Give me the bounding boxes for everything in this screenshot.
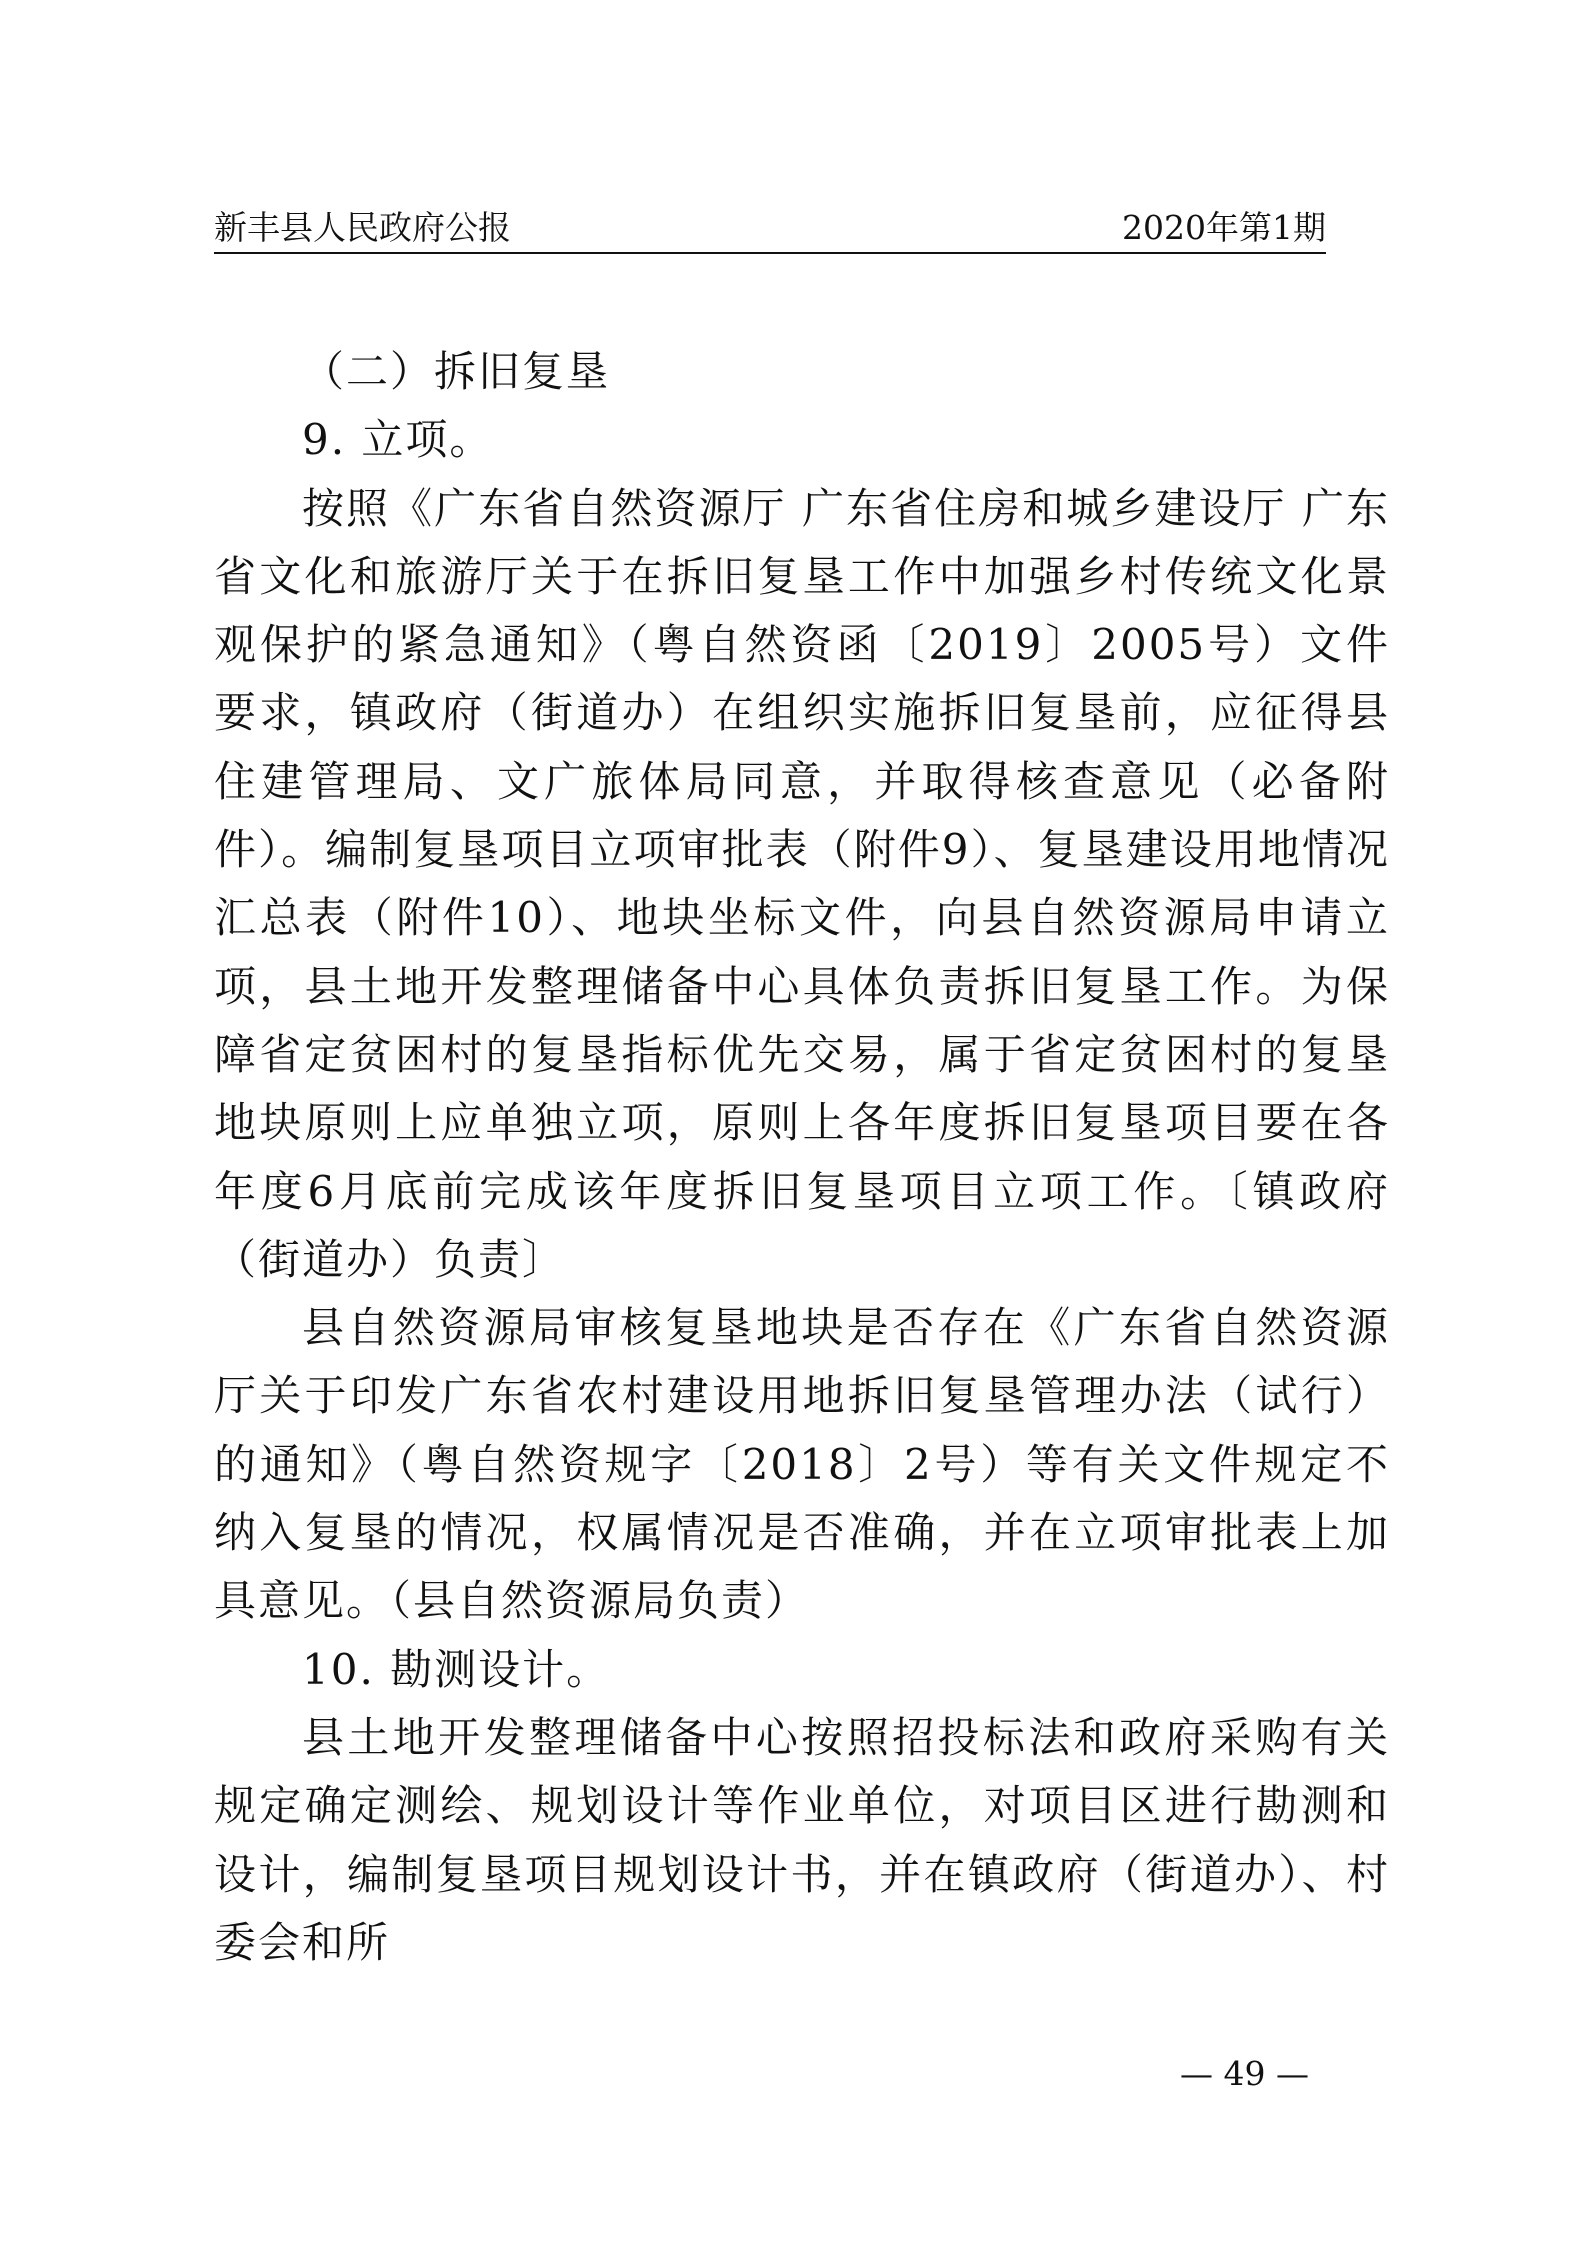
item-heading-9: 9. 立项。 <box>302 415 494 465</box>
document-body <box>214 338 1390 1977</box>
issue-number: 2020年第1期 <box>1122 208 1326 247</box>
publication-title: 新丰县人民政府公报 <box>214 208 511 247</box>
page-number: — 49 — <box>1180 2054 1309 2093</box>
paragraph-survey-design: 县土地开发整理储备中心按照招投标法和政府采购有关规定确定测绘、规划设计等作业单位，对项目区进行勘测和设计，编制复垦项目规划设计书，并在镇政府（街道办）、村委会和所 <box>214 1712 1390 1967</box>
section-heading: （二）拆旧复垦 <box>302 347 611 396</box>
header-rule <box>214 252 1326 254</box>
item-heading-10: 10. 勘测设计。 <box>302 1644 611 1694</box>
paragraph-review-procedure: 县自然资源局审核复垦地块是否存在《广东省自然资源厅关于印发广东省农村建设用地拆旧复垦管理办法（试行）的通知》（粤自然资规字〔2018〕2号）等有关文件规定不纳入复垦的情况，权属情况是否准确，并在立项审批表上加具意见。（县自然资源局负责） <box>214 1303 1390 1626</box>
paragraph-approval-procedure: 按照《广东省自然资源厅 广东省住房和城乡建设厅 广东省文化和旅游厅关于在拆旧复垦工作中加强乡村传统文化景观保护的紧急通知》（粤自然资函〔2019〕2005号）文件要求，镇政府（街道办）在组织实施拆旧复垦前，应征得县住建管理局、文广旅体局同意，并取得核查意见（必备附件）。编制复垦项目立项审批表（附件9）、复垦建设用地情况汇总表（附件10）、地块坐标文件，向县自然资源局申请立项，县土地开发整理储备中心具体负责拆旧复垦工作。为保障省定贫困村的复垦指标优先交易，属于省定贫困村的复垦地块原则上应单独立项，原则上各年度拆旧复垦项目要在各年度6月底前完成该年度拆旧复垦项目立项工作。〔镇政府（街道办）负责〕 <box>214 483 1390 1284</box>
running-header <box>214 208 1326 252</box>
